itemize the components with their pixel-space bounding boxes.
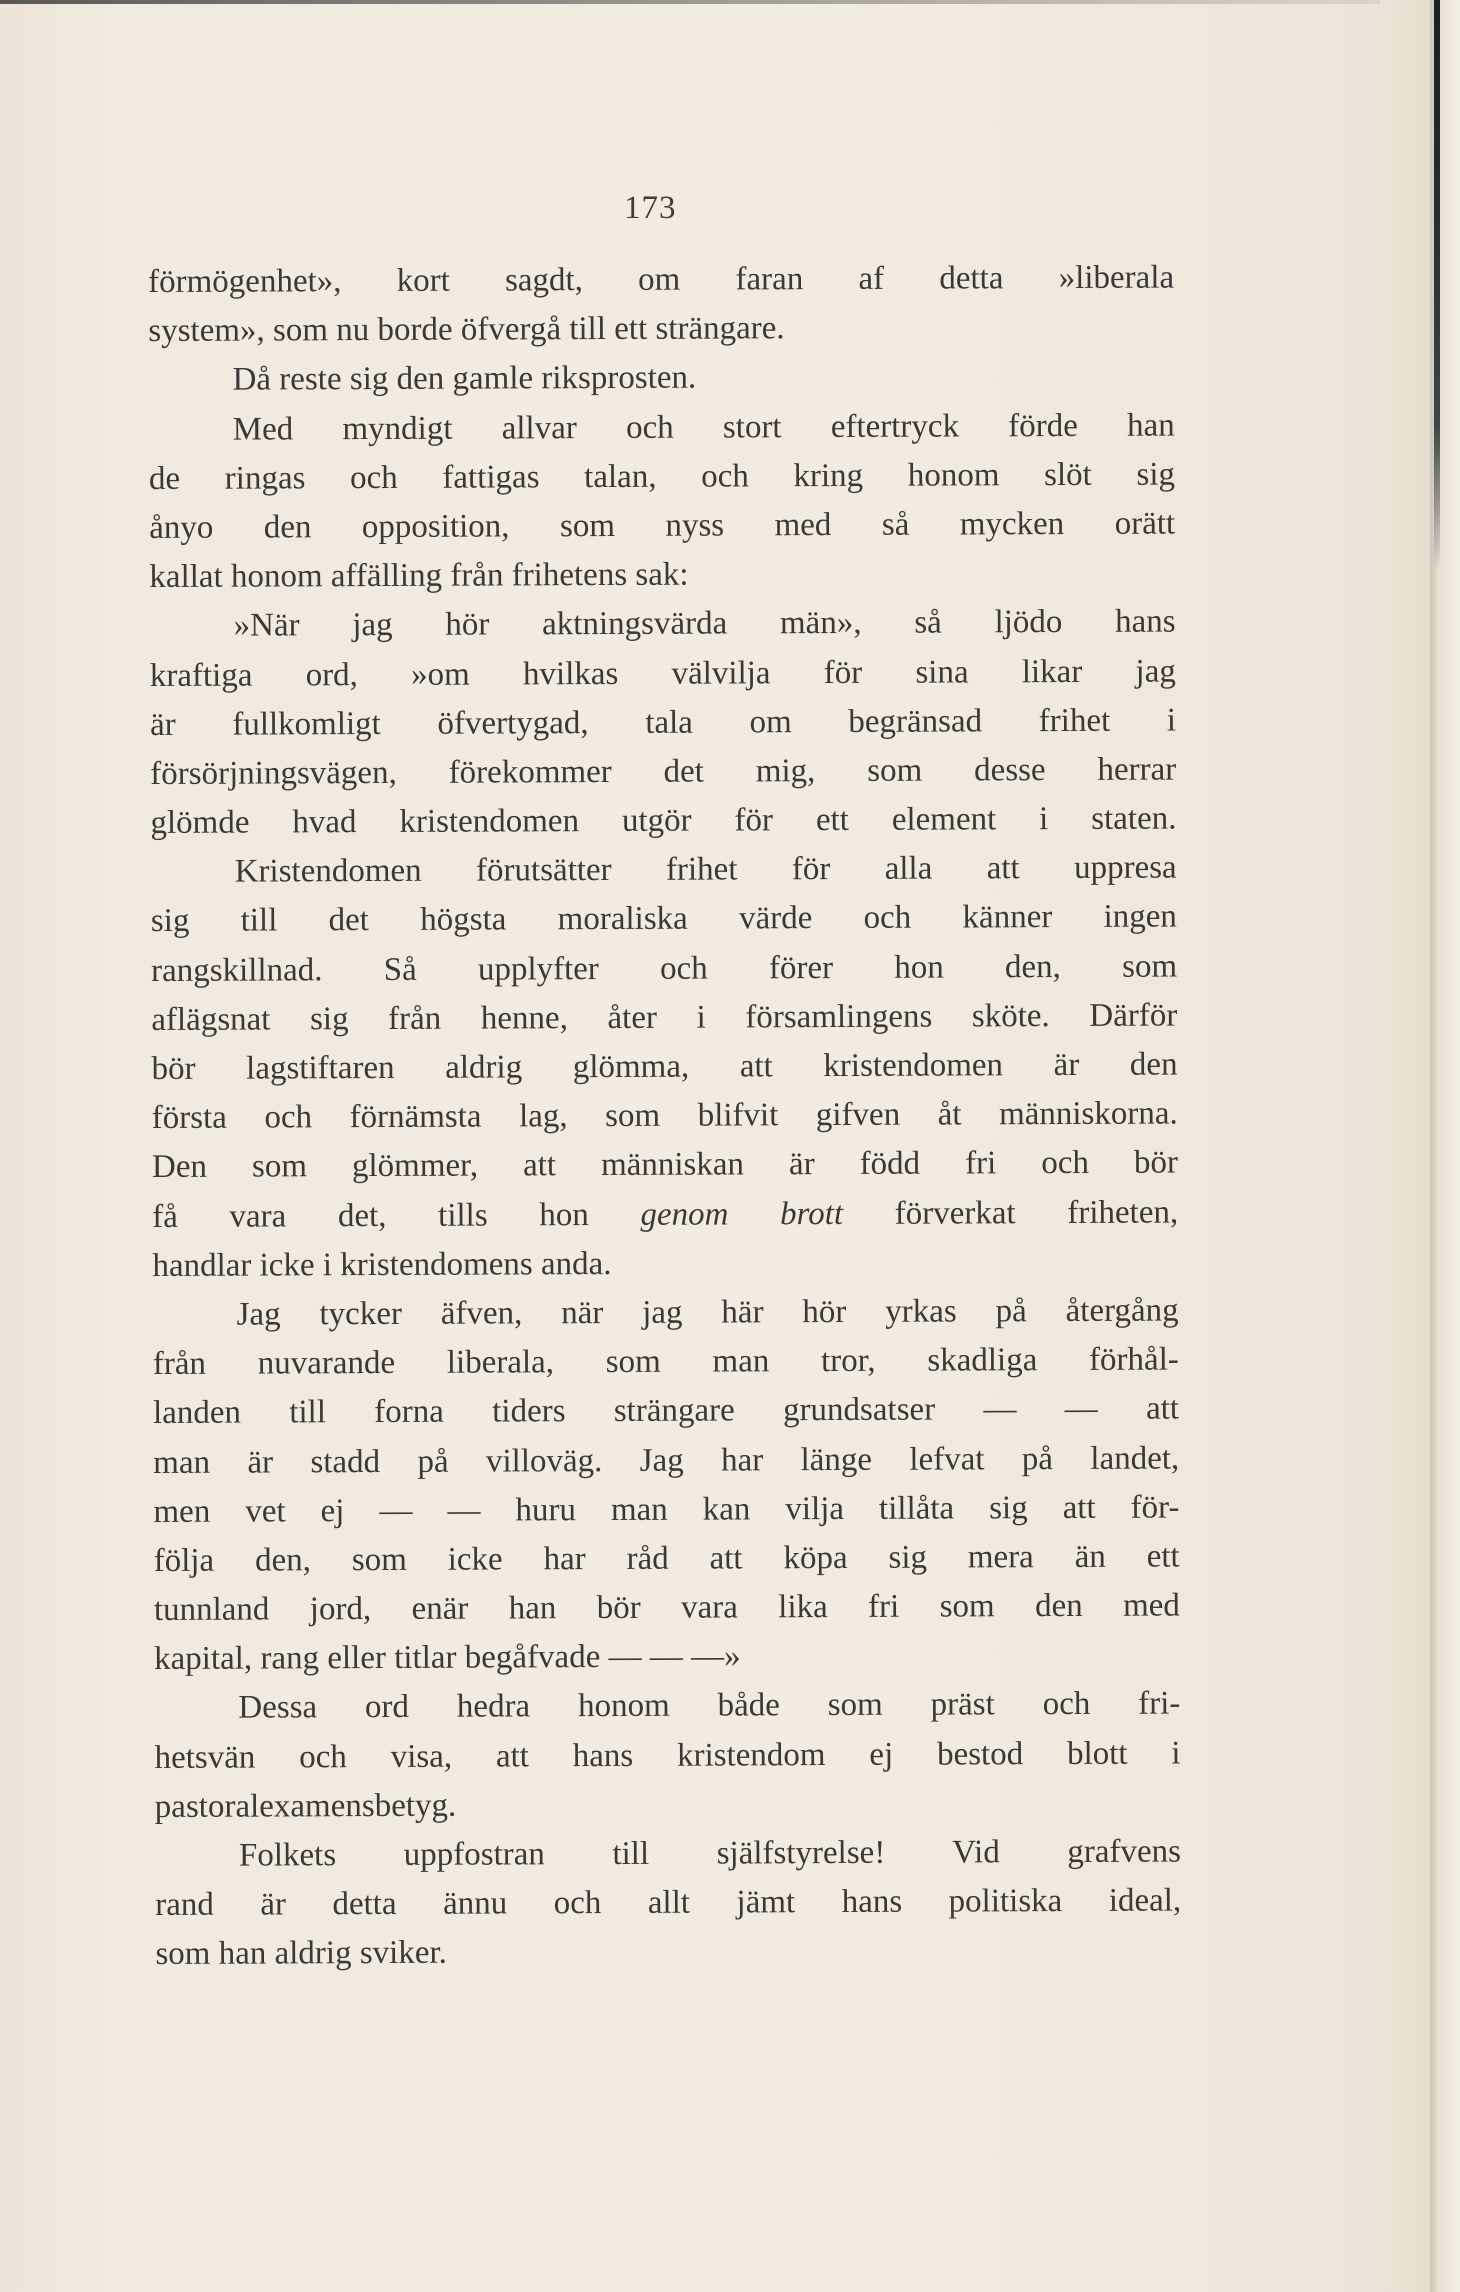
text-line: följa den, som icke har råd att köpa sig mera än ett (153, 1538, 1180, 1579)
text-line: system», som nu borde öfvergå till ett strängare. (148, 310, 785, 350)
text-segment: förverkat friheten, (842, 1194, 1179, 1232)
body-text (148, 254, 1182, 1980)
text-line: försörjningsvägen, förekommer det mig, som desse herrar (150, 751, 1177, 792)
italic-emphasis: genom brott (640, 1195, 844, 1233)
text-line: förmögenhet», kort sagdt, om faran af detta »liberala (148, 259, 1175, 300)
text-line: aflägsnat sig från henne, åter i församlingens sköte. Därför (151, 997, 1178, 1038)
text-line: Den som glömmer, att människan är född fri och bör (151, 1144, 1179, 1186)
text-line: första och förnämsta lag, som blifvit gifven åt människorna. (151, 1095, 1178, 1137)
text-line: hetsvän och visa, att hans kristendom ej bestod blott i (154, 1735, 1181, 1776)
text-line: tunnland jord, enär han bör vara lika fri som den med (153, 1587, 1180, 1629)
text-line: landen till forna tiders strängare grundsatser — — att (152, 1390, 1180, 1432)
text-line: kapital, rang eller titlar begåfvade — — —» (154, 1638, 741, 1678)
text-line: Då reste sig den gamle riksprosten. (232, 359, 697, 399)
text-line: men vet ej — — huru man kan vilja tillåta sig att för- (153, 1489, 1180, 1530)
text-line: bör lagstiftaren aldrig glömma, att kristendomen är den (151, 1046, 1178, 1087)
text-line: man är stadd på villoväg. Jag har länge lefvat på landet, (153, 1440, 1180, 1481)
page-number: 173 (624, 190, 677, 226)
page-edge (1430, 0, 1460, 2292)
text-line: är fullkomligt öfvertygad, tala om begränsad frihet i (149, 702, 1177, 743)
text-line: Kristendomen förutsätter frihet för alla att uppresa (234, 849, 1177, 890)
text-line: som han aldrig sviker. (155, 1935, 447, 1973)
text-line-with-emphasis (152, 1188, 1178, 1242)
text-line: pastoralexamensbetyg. (154, 1787, 457, 1825)
text-line: kallat honom affälling från frihetens sak: (149, 556, 689, 596)
text-line: handlar icke i kristendomens anda. (152, 1245, 612, 1284)
text-line: från nuvarande liberala, som man tror, skadliga förhål- (152, 1341, 1179, 1383)
text-line: de ringas och fattigas talan, och kring honom slöt sig (148, 456, 1176, 497)
text-line: Med myndigt allvar och stort eftertryck förde han (232, 407, 1175, 448)
text-line: Jag tycker äfven, när jag här hör yrkas på återgång (236, 1292, 1179, 1333)
top-edge-rule (0, 0, 1380, 4)
text-line: Folkets uppfostran till själfstyrelse! Vid grafvens (238, 1833, 1182, 1874)
text-line: rand är detta ännu och allt jämt hans politiska ideal, (155, 1882, 1182, 1924)
text-line: »När jag hör aktningsvärda män», så ljödo hans (233, 603, 1176, 644)
text-line: glömde hvad kristendomen utgör för ett element i staten. (150, 800, 1177, 842)
text-line: ånyo den opposition, som nyss med så mycken orätt (149, 505, 1176, 546)
text-line: kraftiga ord, »om hvilkas välvilja för sina likar jag (149, 653, 1176, 694)
text-line: sig till det högsta moraliska värde och känner ingen (150, 898, 1177, 940)
text-segment: få vara det, tills hon (152, 1196, 641, 1235)
binding-shadow (1434, 0, 1440, 570)
text-line: Dessa ord hedra honom både som präst och fri- (238, 1685, 1181, 1727)
text-line: rangskillnad. Så upplyfter och förer hon den, som (151, 948, 1178, 989)
